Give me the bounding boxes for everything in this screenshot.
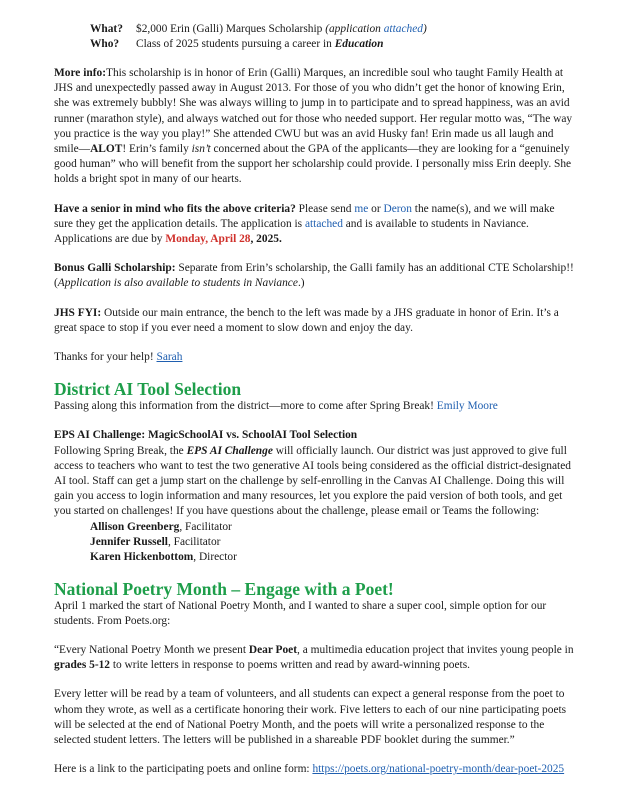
who-key: Who? <box>90 38 120 50</box>
senior-text-4: and is available to students in Naviance. Applications are due by <box>54 217 529 246</box>
who-value: Class of 2025 students pursuing a career in <box>136 38 332 50</box>
more-info-text-3: concerned about the GPA of the applicants—they are looking for a “genuinely good human” who will benefit from the support her scholarship could provide. I personally miss Erin deeply. She holds a bright spot in many of our hearts. <box>54 143 572 186</box>
bonus-text-2: .) <box>297 277 305 290</box>
bonus-italic: Application is also available to students in Naviance <box>57 277 298 290</box>
ai-challenge-title-text: EPS AI Challenge: MagicSchoolAI vs. SchoolAI Tool Selection <box>54 429 358 442</box>
ai-body-1: Following Spring Break, the <box>54 444 187 457</box>
contact-row <box>54 535 574 550</box>
sarah-link[interactable]: Sarah <box>156 351 183 364</box>
attached-link-top[interactable]: attached <box>383 23 423 35</box>
poetry-link-line <box>54 762 574 777</box>
poetry-quote-2: , a multimedia education project that invites young people in <box>297 644 574 657</box>
ai-intro <box>54 399 574 414</box>
senior-text-1: Please send <box>295 202 355 215</box>
document <box>54 22 574 778</box>
ai-body-2: will officially launch. Our district was just approved to give full access to teachers who want to test the two generative AI tools being considered as the official district-designated AI tool. Staff can get a jump start on the challenge by self-enrolling in the Canvas AI Challenge. Doing this will gain you access to login information and many resources, let you explore the paid version of both tools, and get you started on challenges! If you have questions about the challenge, please email or Teams the following: <box>54 444 571 518</box>
ai-challenge-body <box>54 444 574 520</box>
due-date: Monday, April 28 <box>165 233 251 246</box>
ai-intro-text: Passing along this information from the district—more to come after Spring Break! <box>54 400 437 413</box>
dear-poet-link[interactable]: https://poets.org/national-poetry-month/dear-poet-2025 <box>312 763 565 776</box>
poetry-intro: April 1 marked the start of National Poetry Month, and I wanted to share a super cool, simple option for our students. From Poets.org: <box>54 599 547 627</box>
bonus-paragraph <box>54 261 574 291</box>
ai-section-heading: District AI Tool Selection <box>54 379 242 400</box>
what-key: What? <box>90 23 123 35</box>
senior-text-3: the name(s), and we will make sure they get the application details. The application is <box>54 202 555 230</box>
more-info-text: This scholarship is in honor of Erin (Galli) Marques, an incredible soul who taught Family Health at JHS and unexpectedly passed away in August 2013. For those of you who didn’t get the honor of knowing Erin, she was extremely bubbly! She was always willing to jump in to participate and to spread happiness, was an avid runner (marathon style), and always watched out for those who needed support. Her regular motto was, “The way you practice is the way you play!” She attended CWU but was an avid Husky fan! Erin made us all laugh and smile— <box>54 67 573 156</box>
ai-body-bolditalic: EPS AI Challenge <box>186 444 273 457</box>
senior-paragraph <box>54 202 574 248</box>
me-link[interactable]: me <box>354 202 369 215</box>
attached-link[interactable]: attached <box>304 217 343 230</box>
ai-challenge-title <box>54 428 574 443</box>
thanks-line <box>54 350 574 365</box>
contact-row <box>54 520 574 535</box>
contact-name: Jennifer Russell <box>90 535 168 548</box>
dear-poet-bold: Dear Poet <box>248 644 298 657</box>
poetry-section-heading: National Poetry Month – Engage with a Poet! <box>54 578 394 599</box>
poetry-quote-1: “Every National Poetry Month we present <box>54 644 249 657</box>
contact-role: , Facilitator <box>179 520 232 533</box>
fyi-label: JHS FYI: <box>54 306 102 319</box>
grades-bold: grades 5-12 <box>54 659 110 672</box>
more-info-label: More info: <box>54 67 106 79</box>
what-value: $2,000 Erin (Galli) Marques Scholarship <box>136 23 323 35</box>
senior-text-5: , 2025. <box>250 233 282 246</box>
bonus-label: Bonus Galli Scholarship: <box>54 262 176 275</box>
more-info-bold: ALOT <box>90 143 123 156</box>
more-info-text-2: ! Erin’s family <box>122 143 192 156</box>
emily-moore-link[interactable]: Emily Moore <box>436 400 498 413</box>
poetry-quote-3: to write letters in response to poems written and read by award-winning poets. <box>110 659 470 672</box>
contact-role: , Director <box>193 550 237 563</box>
senior-label: Have a senior in mind who fits the above criteria? <box>54 202 296 215</box>
who-row <box>54 37 574 52</box>
what-row <box>54 22 574 37</box>
poetry-quote <box>54 643 574 673</box>
contact-role: , Facilitator <box>167 535 221 548</box>
fyi-text: Outside our main entrance, the bench to the left was made by a JHS graduate in honor of Erin. It’s a great space to stop if you ever need a moment to slow down and enjoy the day. <box>54 306 559 334</box>
deron-link[interactable]: Deron <box>383 202 412 215</box>
bonus-text-1: Separate from Erin’s scholarship, the Galli family has an additional CTE Scholarship!! ( <box>54 262 574 290</box>
what-note-close: ) <box>422 23 427 35</box>
fyi-paragraph <box>54 306 574 336</box>
what-note: (application <box>325 23 384 35</box>
who-field: Education <box>334 38 384 50</box>
contact-name: Karen Hickenbottom <box>90 550 194 563</box>
senior-text-2: or <box>368 202 384 215</box>
poetry-paragraph-2: Every letter will be read by a team of volunteers, and all students can expect a general response from the poet to whom they wrote, as well as a certificate honoring their work. Five letters to each of our nine participating poets will be selected at the end of National Poetry Month, and the poets will write a personalized response to the selected student letters. The letters will be published in a shareable PDF booklet during the summer.” <box>54 688 567 747</box>
thanks-text: Thanks for your help! <box>54 351 157 364</box>
poetry-link-label: Here is a link to the participating poets and online form: <box>54 763 313 776</box>
contact-name: Allison Greenberg <box>90 520 180 533</box>
more-info-italic: isn’t <box>191 143 211 156</box>
more-info-paragraph <box>54 66 574 188</box>
contact-row <box>54 550 574 565</box>
